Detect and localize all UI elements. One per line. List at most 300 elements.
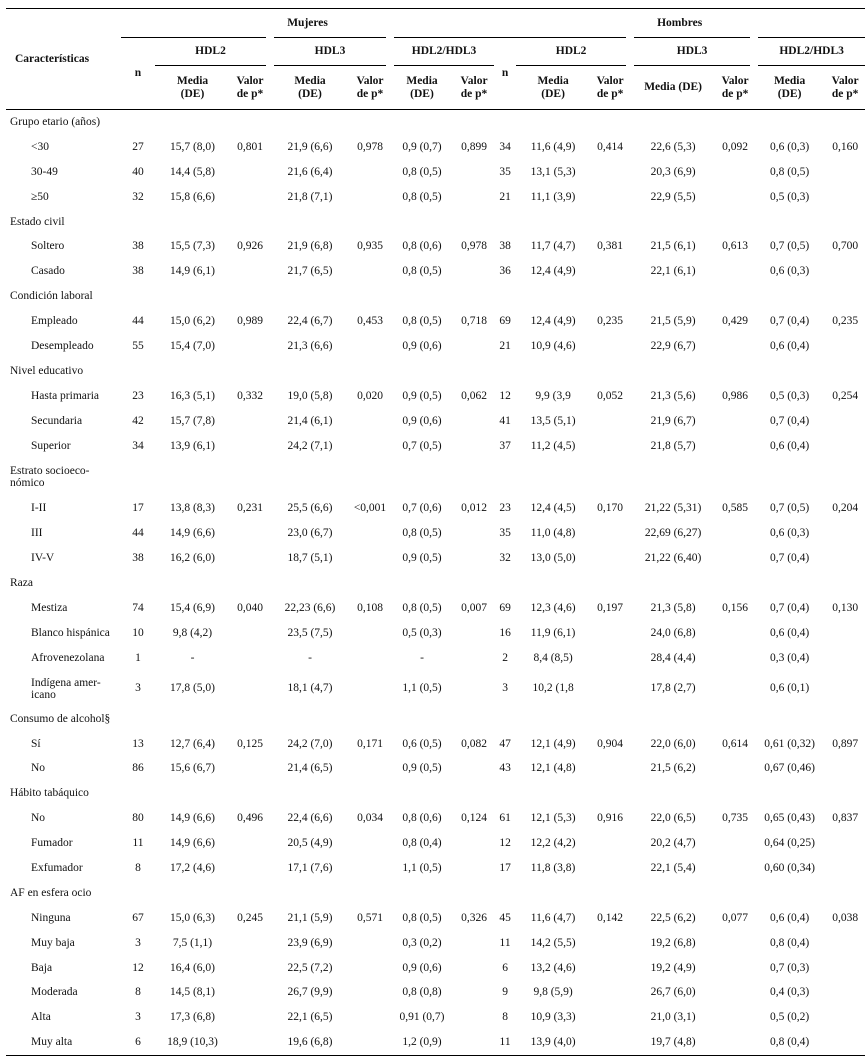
table-row — [6, 1005, 865, 1030]
category-row — [6, 571, 865, 596]
table-cell: 10,2 (1,8 — [532, 682, 574, 695]
table-cell: 0,8 (0,4) — [754, 1030, 825, 1055]
table-cell: 0,899 — [461, 140, 487, 153]
table-cell: 11 — [499, 936, 511, 949]
table-cell — [590, 831, 630, 856]
table-cell: 11,6 (4,7) — [530, 911, 576, 924]
table-cell — [454, 259, 494, 284]
table-cell: 15,4 (7,0) — [169, 339, 216, 352]
table-cell: 3 — [502, 682, 508, 695]
table-cell: 15,7 (8,0) — [169, 140, 216, 153]
table-row — [6, 831, 865, 856]
row-label: ≥50 — [31, 190, 49, 203]
table-cell: 0,8 (0,5) — [402, 601, 442, 614]
table-cell — [230, 185, 270, 210]
row-label: Moderada — [31, 986, 78, 999]
table-cell: 7,5 (1,1) — [172, 936, 213, 949]
table-row — [6, 671, 865, 707]
table-cell — [454, 671, 494, 707]
table-cell — [230, 1005, 270, 1030]
table-cell: 0,5 (0,3) — [769, 190, 810, 203]
table-cell: 0,254 — [832, 389, 859, 402]
table-cell: 0,6 (0,1) — [769, 682, 810, 695]
table-cell — [350, 856, 390, 881]
table-cell: 18,7 (5,1) — [287, 552, 333, 565]
table-cell: 0,4 (0,3) — [769, 986, 810, 999]
table-cell: 19,7 (4,8) — [630, 1030, 716, 1055]
table-cell: 16,4 (6,0) — [169, 961, 216, 974]
table-cell — [230, 409, 270, 434]
table-cell: 0,8 (0,5) — [769, 165, 810, 178]
table-cell: 0,801 — [237, 140, 263, 153]
table-cell: 21,5 (6,2) — [650, 762, 696, 775]
table-cell — [350, 546, 390, 571]
table-cell — [230, 1030, 270, 1055]
table-cell: 17 — [499, 861, 511, 874]
table-cell — [590, 1030, 630, 1055]
table-cell: 22,69 (6,27) — [644, 527, 702, 540]
table-cell — [716, 259, 754, 284]
table-cell — [716, 956, 754, 981]
table-cell — [454, 956, 494, 981]
table-cell: 0,8 (0,4) — [402, 837, 442, 850]
category-row — [6, 458, 865, 496]
table-cell — [350, 334, 390, 359]
table-cell — [350, 671, 390, 707]
table-cell: 47 — [499, 737, 511, 750]
table-cell — [716, 185, 754, 210]
row-label: Casado — [31, 265, 65, 278]
table-cell: 21 — [499, 190, 511, 203]
table-cell: 17 — [132, 502, 144, 515]
table-cell: 0,124 — [461, 812, 487, 825]
table-cell: 17,8 (2,7) — [650, 682, 696, 695]
table-cell: 21,8 (5,7) — [650, 439, 696, 452]
table-cell: 0,6 (0,4) — [769, 911, 810, 924]
table-cell: 0,7 (0,5) — [769, 240, 810, 253]
table-cell: 0,978 — [461, 240, 487, 253]
row-label: Desempleado — [31, 339, 94, 352]
table-cell — [716, 1030, 754, 1055]
table-cell: 0,91 (0,7) — [399, 1011, 445, 1024]
table-cell — [825, 434, 865, 459]
table-cell — [716, 160, 754, 185]
table-cell: 8 — [135, 861, 141, 874]
table-cell — [716, 931, 754, 956]
table-cell: 22,23 (6,6) — [284, 601, 336, 614]
women-n-header: n — [121, 38, 155, 110]
table-cell: 21,5 (6,1) — [650, 240, 696, 253]
table-row — [6, 981, 865, 1006]
table-cell — [825, 981, 865, 1006]
table-cell: 21,4 (6,5) — [287, 762, 333, 775]
table-cell: 0,897 — [832, 737, 859, 750]
table-cell: 21,3 (5,6) — [650, 389, 696, 402]
table-cell: 0,156 — [722, 601, 749, 614]
table-cell: 20,3 (6,9) — [650, 165, 696, 178]
table-cell — [350, 981, 390, 1006]
table-cell: 12,1 (4,9) — [530, 737, 576, 750]
table-cell: 0,052 — [597, 389, 624, 402]
table-cell — [454, 409, 494, 434]
category-label: Hábito tabáquico — [10, 787, 89, 800]
table-cell — [716, 334, 754, 359]
table-cell — [590, 334, 630, 359]
table-cell: 17,2 (4,6) — [169, 861, 216, 874]
table-cell: 27 — [132, 140, 144, 153]
table-cell — [590, 546, 630, 571]
table-cell: 0,6 (0,3) — [769, 265, 810, 278]
table-cell: 19,2 (4,9) — [650, 961, 696, 974]
table-cell: 0,125 — [237, 737, 263, 750]
table-cell: 45 — [499, 911, 511, 924]
table-cell: 26,7 (9,9) — [287, 986, 333, 999]
table-cell: 21,6 (6,4) — [287, 165, 333, 178]
table-cell: 17,1 (7,6) — [287, 861, 333, 874]
table-cell: 14,9 (6,1) — [169, 265, 216, 278]
row-label: Ninguna — [31, 911, 71, 924]
row-label: Baja — [31, 961, 53, 974]
table-cell: 0,9 (0,5) — [402, 389, 442, 402]
table-cell: 38 — [132, 265, 144, 278]
table-cell — [350, 521, 390, 546]
table-cell: 0,8 (0,5) — [402, 165, 442, 178]
table-cell: 37 — [499, 439, 511, 452]
table-cell: 9,8 (5,9) — [533, 986, 573, 999]
row-label: Blanco hispánica — [31, 626, 110, 639]
pvalue-header: Valor de p* — [454, 66, 494, 110]
table-row — [6, 334, 865, 359]
table-cell: 0,235 — [832, 315, 859, 328]
table-cell: 35 — [499, 165, 511, 178]
table-cell: 0,935 — [357, 240, 383, 253]
table-cell: 13 — [132, 737, 144, 750]
table-cell — [590, 956, 630, 981]
table-cell — [825, 831, 865, 856]
category-row — [6, 210, 865, 235]
category-row — [6, 110, 865, 135]
row-label: I-II — [31, 502, 47, 515]
table-cell: 15,7 (7,8) — [169, 414, 216, 427]
table-cell: 0,8 (0,5) — [402, 265, 442, 278]
mean-sd-header: Media (DE) — [516, 66, 590, 110]
table-cell: 36 — [499, 265, 511, 278]
table-cell — [230, 981, 270, 1006]
table-cell: 86 — [132, 762, 144, 775]
row-label: Empleado — [31, 315, 78, 328]
table-cell — [230, 831, 270, 856]
table-cell — [454, 521, 494, 546]
table-cell: 42 — [132, 414, 144, 427]
table-cell: 0,7 (0,4) — [769, 315, 810, 328]
table-cell — [716, 831, 754, 856]
table-cell: 0,496 — [237, 812, 263, 825]
table-cell: 21,7 (6,5) — [287, 265, 333, 278]
table-cell — [454, 185, 494, 210]
table-cell — [590, 856, 630, 881]
table-cell: 0,61 (0,32) — [764, 737, 815, 750]
women-hdl3-header: HDL3 — [270, 38, 390, 66]
table-cell: 0,5 (0,3) — [769, 389, 810, 402]
table-cell — [230, 671, 270, 707]
table-cell — [716, 756, 754, 781]
table-cell: 0,5 (0,3) — [402, 626, 442, 639]
table-cell: 11 — [132, 837, 144, 850]
table-row — [6, 596, 865, 621]
table-cell: 0,040 — [237, 601, 263, 614]
table-cell: 0,700 — [832, 240, 859, 253]
table-cell: 26,7 (6,0) — [650, 986, 696, 999]
table-cell: 21,22 (5,31) — [644, 502, 702, 515]
table-cell — [230, 646, 270, 671]
table-cell: 0,381 — [597, 240, 624, 253]
table-cell — [825, 646, 865, 671]
category-row — [6, 707, 865, 732]
table-cell — [230, 160, 270, 185]
row-label: Muy alta — [6, 1030, 121, 1055]
table-row — [6, 135, 865, 160]
table-cell — [590, 185, 630, 210]
row-label: III — [31, 527, 43, 540]
table-cell — [590, 409, 630, 434]
row-label: Secundaria — [31, 414, 83, 427]
table-cell: 0,5 (0,2) — [769, 1011, 810, 1024]
table-cell: 0,020 — [357, 389, 383, 402]
table-cell: 12,4 (4,9) — [530, 265, 576, 278]
table-cell: 20,5 (4,9) — [287, 837, 333, 850]
table-cell — [230, 956, 270, 981]
table-cell: 9,9 (3,9 — [535, 389, 571, 402]
table-cell — [825, 856, 865, 881]
row-label: Superior — [31, 439, 71, 452]
table-cell: 0,986 — [722, 389, 749, 402]
table-cell: 9 — [502, 986, 508, 999]
table-cell: 11,2 (4,5) — [530, 439, 576, 452]
table-cell: 44 — [132, 527, 144, 540]
row-label: Muy baja — [31, 936, 75, 949]
table-cell: 0,7 (0,5) — [769, 502, 810, 515]
table-cell: 15,5 (7,3) — [169, 240, 216, 253]
table-cell: 0,978 — [357, 140, 383, 153]
table-cell: 0,160 — [832, 140, 859, 153]
table-cell — [350, 956, 390, 981]
category-label: Consumo de alcohol§ — [10, 712, 111, 725]
table-cell: 0,65 (0,43) — [764, 812, 815, 825]
table-cell: 22,9 (5,5) — [650, 190, 696, 203]
row-label: No — [31, 812, 46, 825]
table-cell: 34 — [499, 140, 511, 153]
table-cell — [825, 160, 865, 185]
table-cell: 0,9 (0,6) — [402, 339, 442, 352]
table-body — [6, 110, 865, 1056]
pvalue-header: Valor de p* — [825, 66, 865, 110]
table-cell: 15,8 (6,6) — [169, 190, 216, 203]
table-cell: 24,2 (7,0) — [287, 737, 333, 750]
table-cell: 0,332 — [237, 389, 263, 402]
table-row — [6, 646, 865, 671]
table-cell: 21,22 (6,40) — [644, 552, 702, 565]
table-cell: 22,5 (7,2) — [287, 961, 333, 974]
table-cell: 14,2 (5,5) — [530, 936, 576, 949]
table-cell: 0,613 — [722, 240, 749, 253]
table-row — [6, 906, 865, 931]
mean-sd-header: Media (DE) — [270, 66, 350, 110]
men-ratio-header: HDL2/HDL3 — [754, 38, 865, 66]
women-ratio-header: HDL2/HDL3 — [390, 38, 494, 66]
table-cell — [590, 521, 630, 546]
table-cell: 0,6 (0,5) — [402, 737, 442, 750]
men-hdl2-header: HDL2 — [516, 38, 630, 66]
table-cell: 0,082 — [461, 737, 487, 750]
table-cell: 41 — [499, 414, 511, 427]
table-cell: 17,8 (5,0) — [169, 682, 216, 695]
men-n-header: n — [494, 38, 516, 110]
table-cell: 1,1 (0,5) — [402, 682, 442, 695]
table-cell — [590, 621, 630, 646]
table-row — [6, 496, 865, 521]
table-cell: 1,2 (0,9) — [390, 1030, 454, 1055]
table-cell: 0,007 — [461, 601, 487, 614]
row-label: No — [31, 762, 46, 775]
table-cell: 23 — [499, 502, 511, 515]
table-cell: 0,837 — [832, 812, 859, 825]
table-cell — [230, 856, 270, 881]
table-cell: 10,9 (4,6) — [530, 339, 576, 352]
table-cell: 10 — [132, 626, 144, 639]
table-cell — [350, 646, 390, 671]
row-label: Hasta primaria — [31, 389, 100, 402]
table-cell: 1,1 (0,5) — [402, 861, 442, 874]
table-cell: 0,718 — [461, 315, 487, 328]
pvalue-header: Valor de p* — [230, 66, 270, 110]
category-label: Condición laboral — [10, 290, 93, 303]
table-cell: 0,231 — [237, 502, 263, 515]
table-cell — [454, 856, 494, 881]
table-cell: 0,197 — [597, 601, 624, 614]
table-cell: 0,8 (0,5) — [402, 315, 442, 328]
table-cell — [454, 1005, 494, 1030]
table-cell: 0,7 (0,4) — [769, 601, 810, 614]
table-cell — [350, 160, 390, 185]
table-cell — [230, 521, 270, 546]
table-cell: 22,1 (6,5) — [287, 1011, 333, 1024]
table-cell: 14,5 (8,1) — [169, 986, 216, 999]
table-cell — [230, 931, 270, 956]
table-cell — [716, 671, 754, 707]
table-row — [6, 434, 865, 459]
row-label: <30 — [31, 140, 49, 153]
table-cell — [716, 856, 754, 881]
table-cell: 0,7 (0,4) — [769, 414, 810, 427]
table-cell: 21,9 (6,8) — [287, 240, 333, 253]
pvalue-header: Valor de p* — [590, 66, 630, 110]
table-cell: 0,6 (0,3) — [769, 140, 810, 153]
table-cell: 0,614 — [722, 737, 749, 750]
table-cell: 13,5 (5,1) — [530, 414, 576, 427]
table-cell: 0,926 — [237, 240, 263, 253]
table-cell: 0,8 (0,5) — [402, 527, 442, 540]
table-cell — [454, 160, 494, 185]
table-cell — [454, 1030, 494, 1055]
table-cell: 3 — [135, 682, 141, 695]
table-cell: 0,7 (0,3) — [769, 961, 810, 974]
category-label: Grupo etario (años) — [10, 115, 101, 128]
table-cell: 32 — [499, 552, 511, 565]
table-cell — [590, 646, 630, 671]
table-cell: - — [308, 651, 312, 664]
table-cell: 25,5 (6,6) — [287, 502, 333, 515]
table-cell — [716, 434, 754, 459]
table-cell: 61 — [499, 812, 511, 825]
table-cell: 74 — [132, 601, 144, 614]
category-row — [6, 284, 865, 309]
table-cell — [825, 931, 865, 956]
table-cell: 6 — [121, 1030, 155, 1055]
row-label: Indígena amer- icano — [31, 676, 101, 701]
table-cell: 12,1 (5,3) — [530, 812, 576, 825]
row-label: Soltero — [31, 240, 65, 253]
table-cell: 21,9 (6,7) — [650, 414, 696, 427]
category-label: AF en esfera ocio — [10, 886, 92, 899]
table-cell: 0,204 — [832, 502, 859, 515]
table-cell: 21,0 (3,1) — [650, 1011, 696, 1024]
table-row — [6, 309, 865, 334]
table-cell: 0,9 (0,6) — [402, 414, 442, 427]
table-cell — [454, 546, 494, 571]
table-cell: 23 — [132, 389, 144, 402]
table-cell: 10,9 (3,3) — [530, 1011, 576, 1024]
table-cell: 3 — [135, 936, 141, 949]
table-cell: 40 — [132, 165, 144, 178]
table-row — [6, 756, 865, 781]
table-cell — [350, 1030, 390, 1055]
table-cell: 11,6 (4,9) — [530, 140, 576, 153]
table-cell: 0,092 — [722, 140, 749, 153]
table-cell: 2 — [502, 651, 508, 664]
table-cell: 8 — [135, 986, 141, 999]
table-cell: 43 — [499, 762, 511, 775]
table-cell: 21,3 (6,6) — [287, 339, 333, 352]
table-cell: 13,8 (8,3) — [169, 502, 216, 515]
row-label: Fumador — [31, 837, 73, 850]
table-cell: 21,9 (6,6) — [287, 140, 333, 153]
table-cell — [825, 521, 865, 546]
table-cell: 22,4 (6,7) — [287, 315, 333, 328]
table-cell — [350, 621, 390, 646]
table-cell: 0,453 — [357, 315, 383, 328]
table-cell: 0,9 (0,5) — [402, 762, 442, 775]
table-cell: 0,171 — [357, 737, 383, 750]
table-cell: 0,038 — [832, 911, 859, 924]
table-cell: 12,4 (4,5) — [530, 502, 576, 515]
table-cell: 0,108 — [357, 601, 383, 614]
table-cell: 0,60 (0,34) — [764, 861, 815, 874]
table-cell: 22,0 (6,0) — [650, 737, 696, 750]
pvalue-header: Valor de p* — [350, 66, 390, 110]
table-cell — [454, 434, 494, 459]
hdl-table — [6, 8, 865, 1056]
table-cell: 22,1 (6,1) — [650, 265, 696, 278]
table-cell: 0,077 — [722, 911, 749, 924]
table-cell: 22,4 (6,6) — [287, 812, 333, 825]
table-cell: 14,4 (5,8) — [169, 165, 216, 178]
table-cell: 0,6 (0,4) — [769, 339, 810, 352]
table-cell: 22,0 (6,5) — [650, 812, 696, 825]
table-cell — [825, 185, 865, 210]
category-row — [6, 881, 865, 906]
table-cell: 11,0 (4,8) — [530, 527, 576, 540]
table-cell: 12 — [132, 961, 144, 974]
